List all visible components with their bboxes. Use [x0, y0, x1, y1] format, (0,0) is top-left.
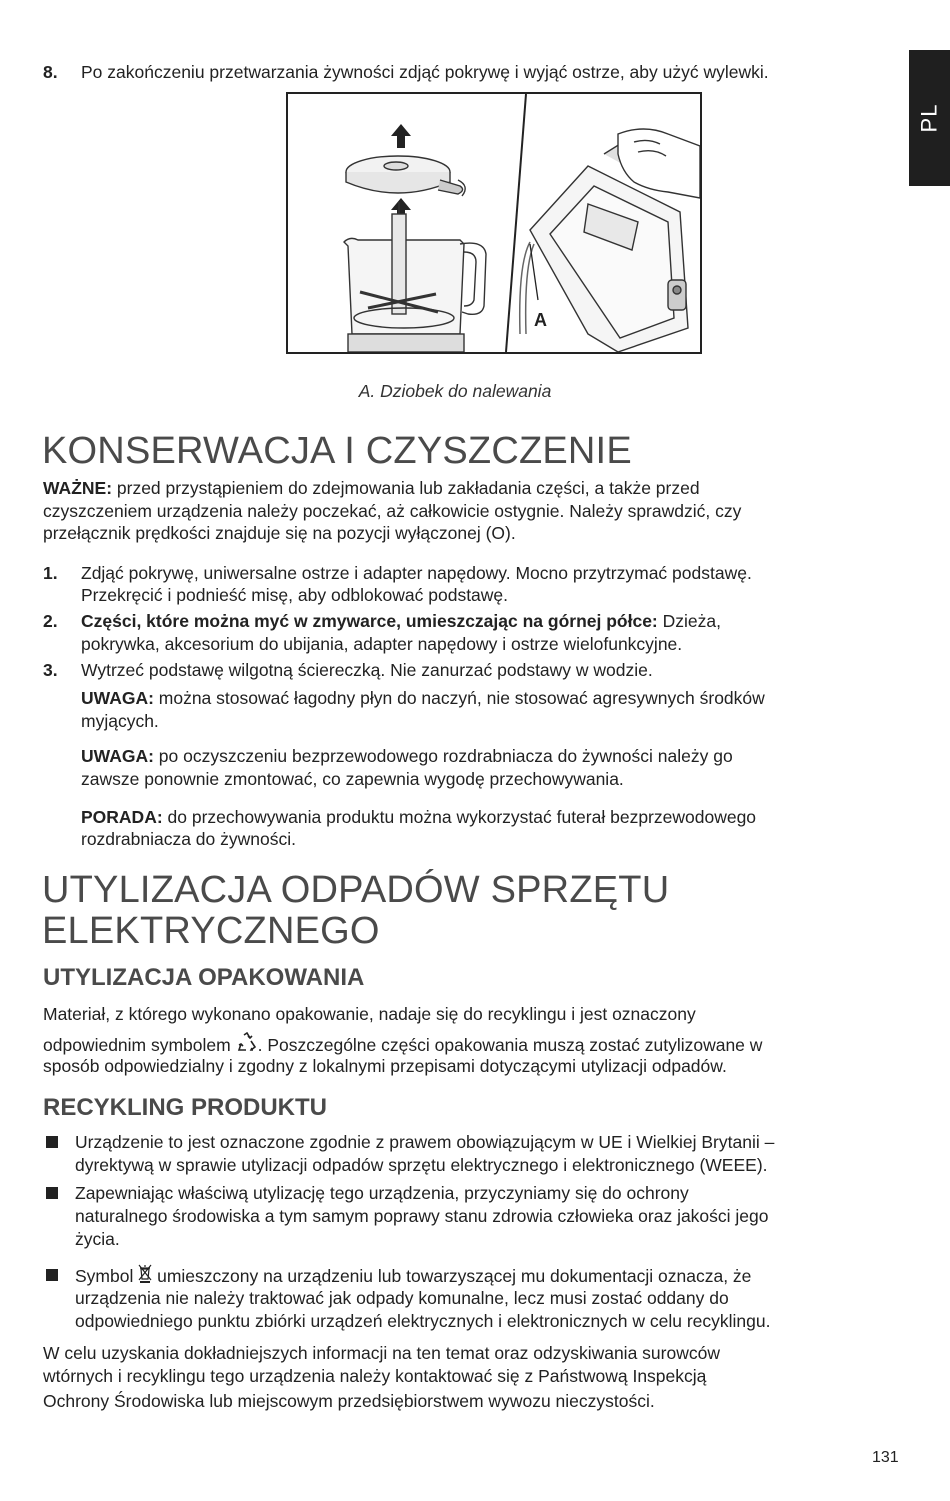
- important-line-1: WAŻNE: przed przystąpieniem do zdejmowania lub zakładania części, a także przed: [43, 478, 700, 498]
- section-title-weee-line-1: UTYLIZACJA ODPADÓW SPRZĘTU: [42, 869, 670, 911]
- subsection-title-packaging: UTYLIZACJA OPAKOWANIA: [43, 964, 365, 991]
- closing-line-1: W celu uzyskania dokładniejszych informacji na ten temat oraz odzyskiwania surowców: [43, 1343, 720, 1363]
- important-line-3: przełącznik prędkości znajduje się na pozycji wyłączonej (O).: [43, 523, 516, 543]
- recycling-bullet-2-line-1: Zapewniając właściwą utylizację tego urządzenia, przyczyniamy się do ochrony: [75, 1183, 689, 1203]
- recycle-icon: [236, 1032, 258, 1052]
- closing-line-3: Ochrony Środowiska lub miejscowym przedsiębiorstwem wywozu nieczystości.: [43, 1391, 655, 1411]
- note-1-line-2: myjących.: [81, 711, 159, 731]
- recycling-bullet-3-line-1: Symbol umieszczony na urządzeniu lub towarzyszącej mu dokumentacji oznacza, że: [75, 1266, 752, 1286]
- note-2-line-1: UWAGA: po oczyszczeniu bezprzewodowego rozdrabniacza do żywności należy go: [81, 746, 733, 766]
- important-label: WAŻNE:: [43, 478, 113, 498]
- figure-caption: A. Dziobek do nalewania: [358, 381, 552, 401]
- pouring-bowl-icon: [530, 129, 700, 352]
- section-title-maintenance: KONSERWACJA I CZYSZCZENIE: [42, 430, 632, 472]
- tip-line-2: rozdrabniacza do żywności.: [81, 829, 296, 849]
- step-1-line-1: Zdjąć pokrywę, uniwersalne ostrze i adapter napędowy. Mocno przytrzymać podstawę.: [81, 563, 752, 583]
- callout-label-a: A: [534, 310, 547, 330]
- step-8-text: Po zakończeniu przetwarzania żywności zdjąć pokrywę i wyjąć ostrze, aby użyć wylewki.: [81, 62, 769, 82]
- crossed-bin-icon: [138, 1264, 152, 1284]
- bullet-icon: [46, 1269, 58, 1281]
- recycling-bullet-2-line-2: naturalnego środowiska a tym samym poprawy stanu zdrowia człowieka oraz jakości jego: [75, 1206, 769, 1226]
- step-2-line-2: pokrywka, akcesorium do ubijania, adapter napędowy i ostrze wielofunkcyjne.: [81, 634, 683, 654]
- bullet-icon: [46, 1136, 58, 1148]
- recycling-bullet-1-line-2: dyrektywą w sprawie utylizacji odpadów sprzętu elektrycznego i elektronicznego (WEEE).: [75, 1155, 768, 1175]
- subsection-title-recycling: RECYKLING PRODUKTU: [43, 1094, 328, 1121]
- language-tab: [909, 50, 950, 186]
- step-8-number: 8.: [43, 62, 58, 82]
- recycling-bullet-3-line-3: odpowiedniego punktu zbiórki urządzeń elektrycznych i elektronicznych w celu recyklingu.: [75, 1311, 771, 1331]
- tip-line-1: PORADA: do przechowywania produktu można wykorzystać futerał bezprzewodowego: [81, 807, 757, 827]
- blender-illustration: [288, 94, 700, 352]
- step-2-line-1: Części, które można myć w zmywarce, umieszczając na górnej półce: Dzieża,: [81, 611, 721, 631]
- section-title-weee-line-2: ELEKTRYCZNEGO: [42, 910, 380, 952]
- recycling-bullet-3-line-2: urządzenia nie należy traktować jak odpady komunalne, lecz musi zostać oddany do: [75, 1288, 729, 1308]
- packaging-line-3: sposób odpowiedzialny i zgodny z lokalnymi przepisami dotyczącymi utylizacji odpadów.: [43, 1056, 727, 1076]
- step-2-number: 2.: [43, 611, 58, 631]
- step-1-line-2: Przekręcić i podnieść misę, aby odblokować podstawę.: [81, 585, 509, 605]
- closing-line-2: wtórnych i recyklingu tego urządzenia należy kontaktować się z Państwową Inspekcją: [43, 1366, 707, 1386]
- bowl-icon: [344, 202, 486, 352]
- packaging-line-1: Materiał, z którego wykonano opakowanie, nadaje się do recyklingu i jest oznaczony: [43, 1004, 696, 1024]
- bullet-icon: [46, 1187, 58, 1199]
- recycling-bullet-2-line-3: życia.: [75, 1229, 120, 1249]
- important-line-2: czyszczeniem urządzenia należy poczekać, aż całkowicie ostygnie. Należy sprawdzić, czy: [43, 501, 742, 521]
- step-3-number: 3.: [43, 660, 58, 680]
- step-3-line-1: Wytrzeć podstawę wilgotną ściereczką. Nie zanurzać podstawy w wodzie.: [81, 660, 653, 680]
- note-2-line-2: zawsze ponownie zmontować, co zapewnia wygodę przechowywania.: [81, 769, 624, 789]
- recycling-bullet-1-line-1: Urządzenie to jest oznaczone zgodnie z prawem obowiązującym w UE i Wielkiej Brytanii –: [75, 1132, 775, 1152]
- page-number: 131: [872, 1449, 899, 1466]
- language-tab-label: PL: [916, 103, 942, 133]
- note-1-line-1: UWAGA: można stosować łagodny płyn do naczyń, nie stosować agresywnych środków: [81, 688, 765, 708]
- packaging-line-2: odpowiednim symbolem . Poszczególne części opakowania muszą zostać zutylizowane w: [43, 1032, 762, 1056]
- figure-blender-pouring: [286, 92, 702, 354]
- lid-icon: [346, 156, 465, 196]
- step-1-number: 1.: [43, 563, 58, 583]
